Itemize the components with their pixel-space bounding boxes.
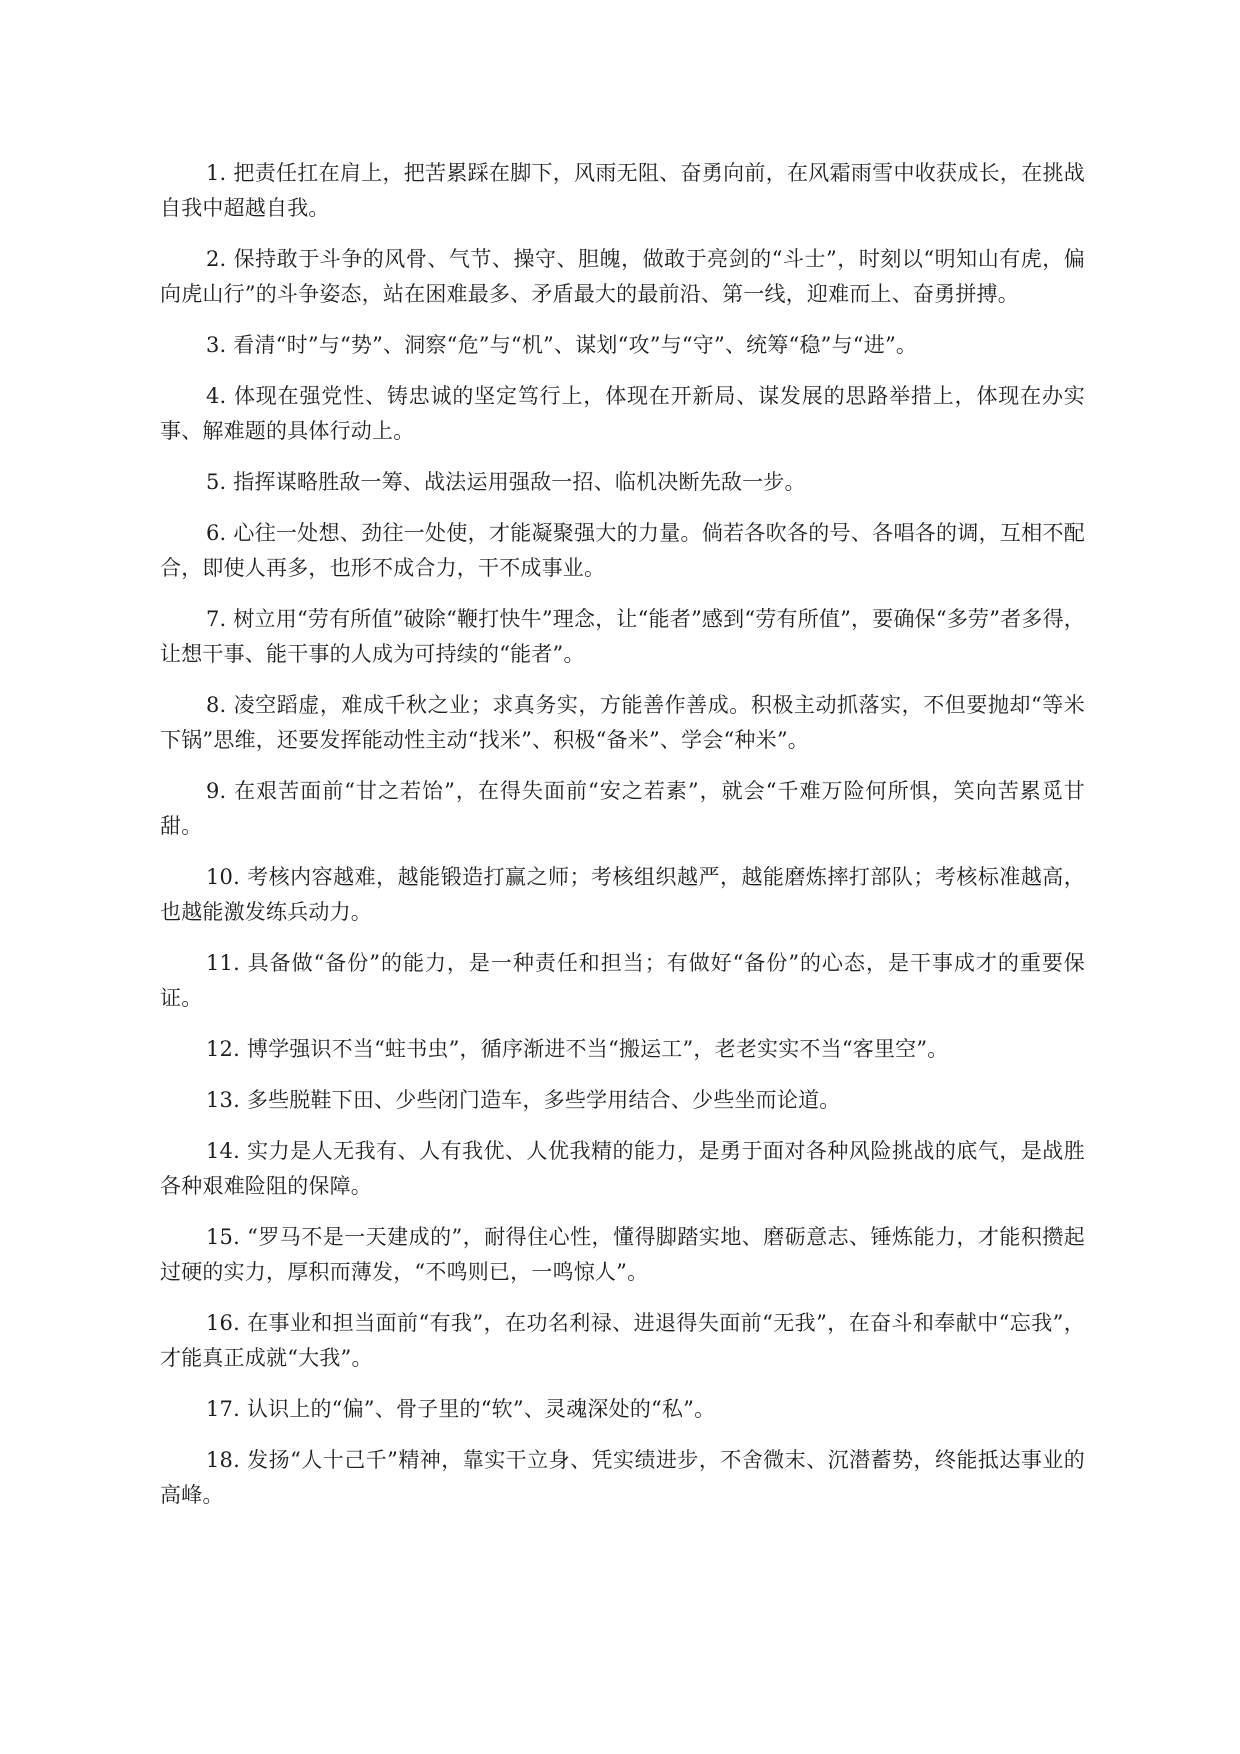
list-item: 16. 在事业和担当面前“有我”，在功名利禄、进退得失面前“无我”，在奋斗和奉献中“忘我”，才能真正成就“大我”。 [160,1311,1085,1370]
list-item: 2. 保持敢于斗争的风骨、气节、操守、胆魄，做敢于亮剑的“斗士”，时刻以“明知山有虎，偏向虎山行”的斗争姿态，站在困难最多、矛盾最大的最前沿、第一线，迎难而上、奋勇拼搏。 [160,247,1085,306]
list-item: 18. 发扬“人十己千”精神，靠实干立身、凭实绩进步，不舍微末、沉潜蓄势，终能抵达事业的高峰。 [160,1448,1085,1507]
list-item: 10. 考核内容越难，越能锻造打赢之师；考核组织越严，越能磨炼摔打部队；考核标准越高，也越能激发练兵动力。 [160,865,1085,924]
list-item: 5. 指挥谋略胜敌一筹、战法运用强敌一招、临机决断先敌一步。 [206,470,806,494]
list-item: 17. 认识上的“偏”、骨子里的“软”、灵魂深处的“私”。 [206,1397,716,1421]
list-item: 4. 体现在强党性、铸忠诚的坚定笃行上，体现在开新局、谋发展的思路举措上，体现在办实事、解难题的具体行动上。 [160,384,1085,443]
list-item: 11. 具备做“备份”的能力，是一种责任和担当；有做好“备份”的心态，是干事成才的重要保证。 [160,951,1085,1010]
document-body [160,156,1085,1529]
list-item: 7. 树立用“劳有所值”破除“鞭打快牛”理念，让“能者”感到“劳有所值”，要确保“多劳”者多得，让想干事、能干事的人成为可持续的“能者”。 [160,607,1085,666]
list-item: 15. “罗马不是一天建成的”，耐得住心性，懂得脚踏实地、磨砺意志、锤炼能力，才能积攒起过硬的实力，厚积而薄发，“不鸣则已，一鸣惊人”。 [160,1225,1085,1284]
list-item: 13. 多些脱鞋下田、少些闭门造车，多些学用结合、少些坐而论道。 [206,1088,841,1112]
list-item: 3. 看清“时”与“势”、洞察“危”与“机”、谋划“攻”与“守”、统筹“稳”与“进”。 [206,333,918,357]
list-item: 1. 把责任扛在肩上，把苦累踩在脚下，风雨无阻、奋勇向前，在风霜雨雪中收获成长，在挑战自我中超越自我。 [160,161,1085,220]
list-item: 14. 实力是人无我有、人有我优、人优我精的能力，是勇于面对各种风险挑战的底气，是战胜各种艰难险阻的保障。 [160,1139,1085,1198]
list-item: 12. 博学强识不当“蛀书虫”，循序渐进不当“搬运工”，老老实实不当“客里空”。 [206,1037,949,1061]
list-item: 9. 在艰苦面前“甘之若饴”，在得失面前“安之若素”，就会“千难万险何所惧，笑向苦累觅甘甜。 [160,779,1085,838]
list-item: 8. 凌空蹈虚，难成千秋之业；求真务实，方能善作善成。积极主动抓落实，不但要抛却“等米下锅”思维，还要发挥能动性主动“找米”、积极“备米”、学会“种米”。 [160,693,1085,752]
list-item: 6. 心往一处想、劲往一处使，才能凝聚强大的力量。倘若各吹各的号、各唱各的调，互相不配合，即使人再多，也形不成合力，干不成事业。 [160,521,1085,580]
